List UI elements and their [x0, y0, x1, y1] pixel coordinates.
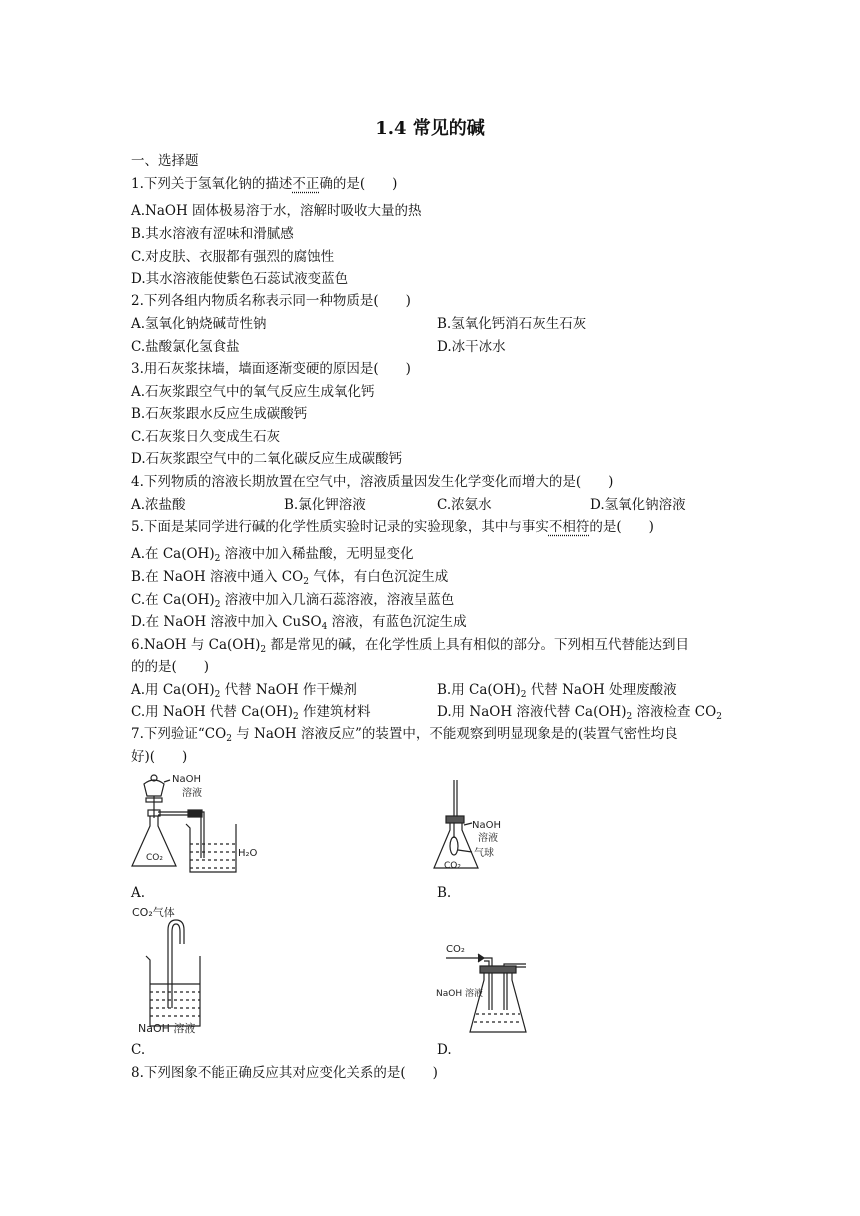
section-heading: 一、选择题	[131, 153, 199, 169]
question-5-stem: 5.下面是某同学进行碱的化学性质实验时记录的实验现象，其中与事实不相符的是( )	[131, 519, 654, 535]
q3-option-b: B.石灰浆跟水反应生成碳酸钙	[131, 406, 308, 422]
question-4-stem: 4.下列物质的溶液长期放置在空气中，溶液质量因发生化学变化而增大的是( )	[131, 474, 614, 490]
fig-b-naoh-label: NaOH	[472, 820, 501, 831]
fig-b-co2-label: CO₂	[444, 861, 461, 871]
q4-option-b: B.氯化钾溶液	[284, 497, 366, 513]
figure-a-label: A.	[131, 885, 146, 901]
q6-option-d: D.用 NaOH 溶液代替 $Ca(OH)_2$ 溶液检查 $CO_2$	[437, 704, 722, 722]
q3-option-d: D.石灰浆跟空气中的二氧化碳反应生成碳酸钙	[131, 451, 403, 467]
figure-d-label: D.	[437, 1042, 452, 1058]
q5-option-b: B.在 NaOH 溶液中通入 $CO_2$ 气体，有白色沉淀生成	[131, 569, 449, 587]
q2-option-c: C.盐酸氯化氢食盐	[131, 339, 240, 355]
figure-c-apparatus	[128, 904, 218, 1034]
question-1-stem: 1.下列关于氢氧化钠的描述不正确的是( )	[131, 176, 398, 192]
figure-c-label: C.	[131, 1042, 146, 1058]
fig-a-solution-label: 溶液	[182, 788, 202, 799]
fig-c-solution-label: NaOH 溶液	[138, 1022, 196, 1034]
fig-d-solution-label: NaOH 溶液	[436, 989, 483, 999]
q6-option-a: A.用 $Ca(OH)_2$ 代替 NaOH 作干燥剂	[131, 682, 357, 700]
fig-a-co2-label: CO₂	[146, 853, 163, 863]
fig-c-gas-label: CO₂气体	[132, 906, 175, 919]
q2-option-d: D.冰干冰水	[437, 339, 506, 355]
figure-b-apparatus	[432, 768, 522, 878]
q6-option-b: B.用 $Ca(OH)_2$ 代替 NaOH 处理废酸液	[437, 682, 677, 700]
q1-option-b: B.其水溶液有涩味和滑腻感	[131, 226, 294, 242]
fig-d-co2-label: CO₂	[446, 944, 465, 955]
q6-option-c: C.用 NaOH 代替 $Ca(OH)_2$ 作建筑材料	[131, 704, 371, 722]
question-6-stem-cont: 的的是( )	[131, 659, 210, 675]
figure-b-label: B.	[437, 885, 452, 901]
q3-option-c: C.石灰浆日久变成生石灰	[131, 429, 281, 445]
figure-a-apparatus	[128, 768, 278, 878]
question-7-stem: 7.下列验证“$CO_2$ 与 NaOH 溶液反应”的装置中，不能观察到明显现象是的(装置气密性均良	[131, 726, 678, 744]
q1-option-d: D.其水溶液能使紫色石蕊试液变蓝色	[131, 271, 349, 287]
q4-option-c: C.浓氨水	[437, 497, 492, 513]
q1-option-a: A.NaOH 固体极易溶于水，溶解时吸收大量的热	[131, 203, 422, 219]
question-3-stem: 3.用石灰浆抹墙，墙面逐渐变硬的原因是( )	[131, 361, 411, 377]
q5-option-d: D.在 NaOH 溶液中加入 CuSO$_4$ 溶液，有蓝色沉淀生成	[131, 614, 467, 632]
question-8-stem: 8.下列图象不能正确反应其对应变化关系的是( )	[131, 1065, 438, 1081]
q1-option-c: C.对皮肤、衣服都有强烈的腐蚀性	[131, 249, 335, 265]
q5-option-c: C.在 $Ca(OH)_2$ 溶液中加入几滴石蕊溶液，溶液呈蓝色	[131, 592, 455, 610]
q4-option-d: D.氢氧化钠溶液	[590, 497, 686, 513]
question-7-stem-cont: 好)( )	[131, 749, 188, 765]
q2-option-b: B.氢氧化钙消石灰生石灰	[437, 316, 587, 332]
question-2-stem: 2.下列各组内物质名称表示同一种物质是( )	[131, 293, 411, 309]
figure-d-apparatus	[432, 940, 542, 1040]
fig-a-naoh-label: NaOH	[172, 774, 201, 785]
fig-a-water-label: H₂O	[238, 848, 258, 859]
page-title: 1.4 常见的碱	[375, 118, 485, 139]
question-6-stem: 6.NaOH 与 $Ca(OH)_2$ 都是常见的碱，在化学性质上具有相似的部分。下列相互代替能达到目	[131, 637, 689, 655]
q5-option-a: A.在 $Ca(OH)_2$ 溶液中加入稀盐酸，无明显变化	[131, 546, 414, 564]
fig-b-balloon-label: 气球	[474, 848, 494, 859]
q4-option-a: A.浓盐酸	[131, 497, 186, 513]
fig-b-solution-label: 溶液	[478, 833, 498, 844]
q3-option-a: A.石灰浆跟空气中的氧气反应生成氧化钙	[131, 384, 375, 400]
q2-option-a: A.氢氧化钠烧碱苛性钠	[131, 316, 267, 332]
